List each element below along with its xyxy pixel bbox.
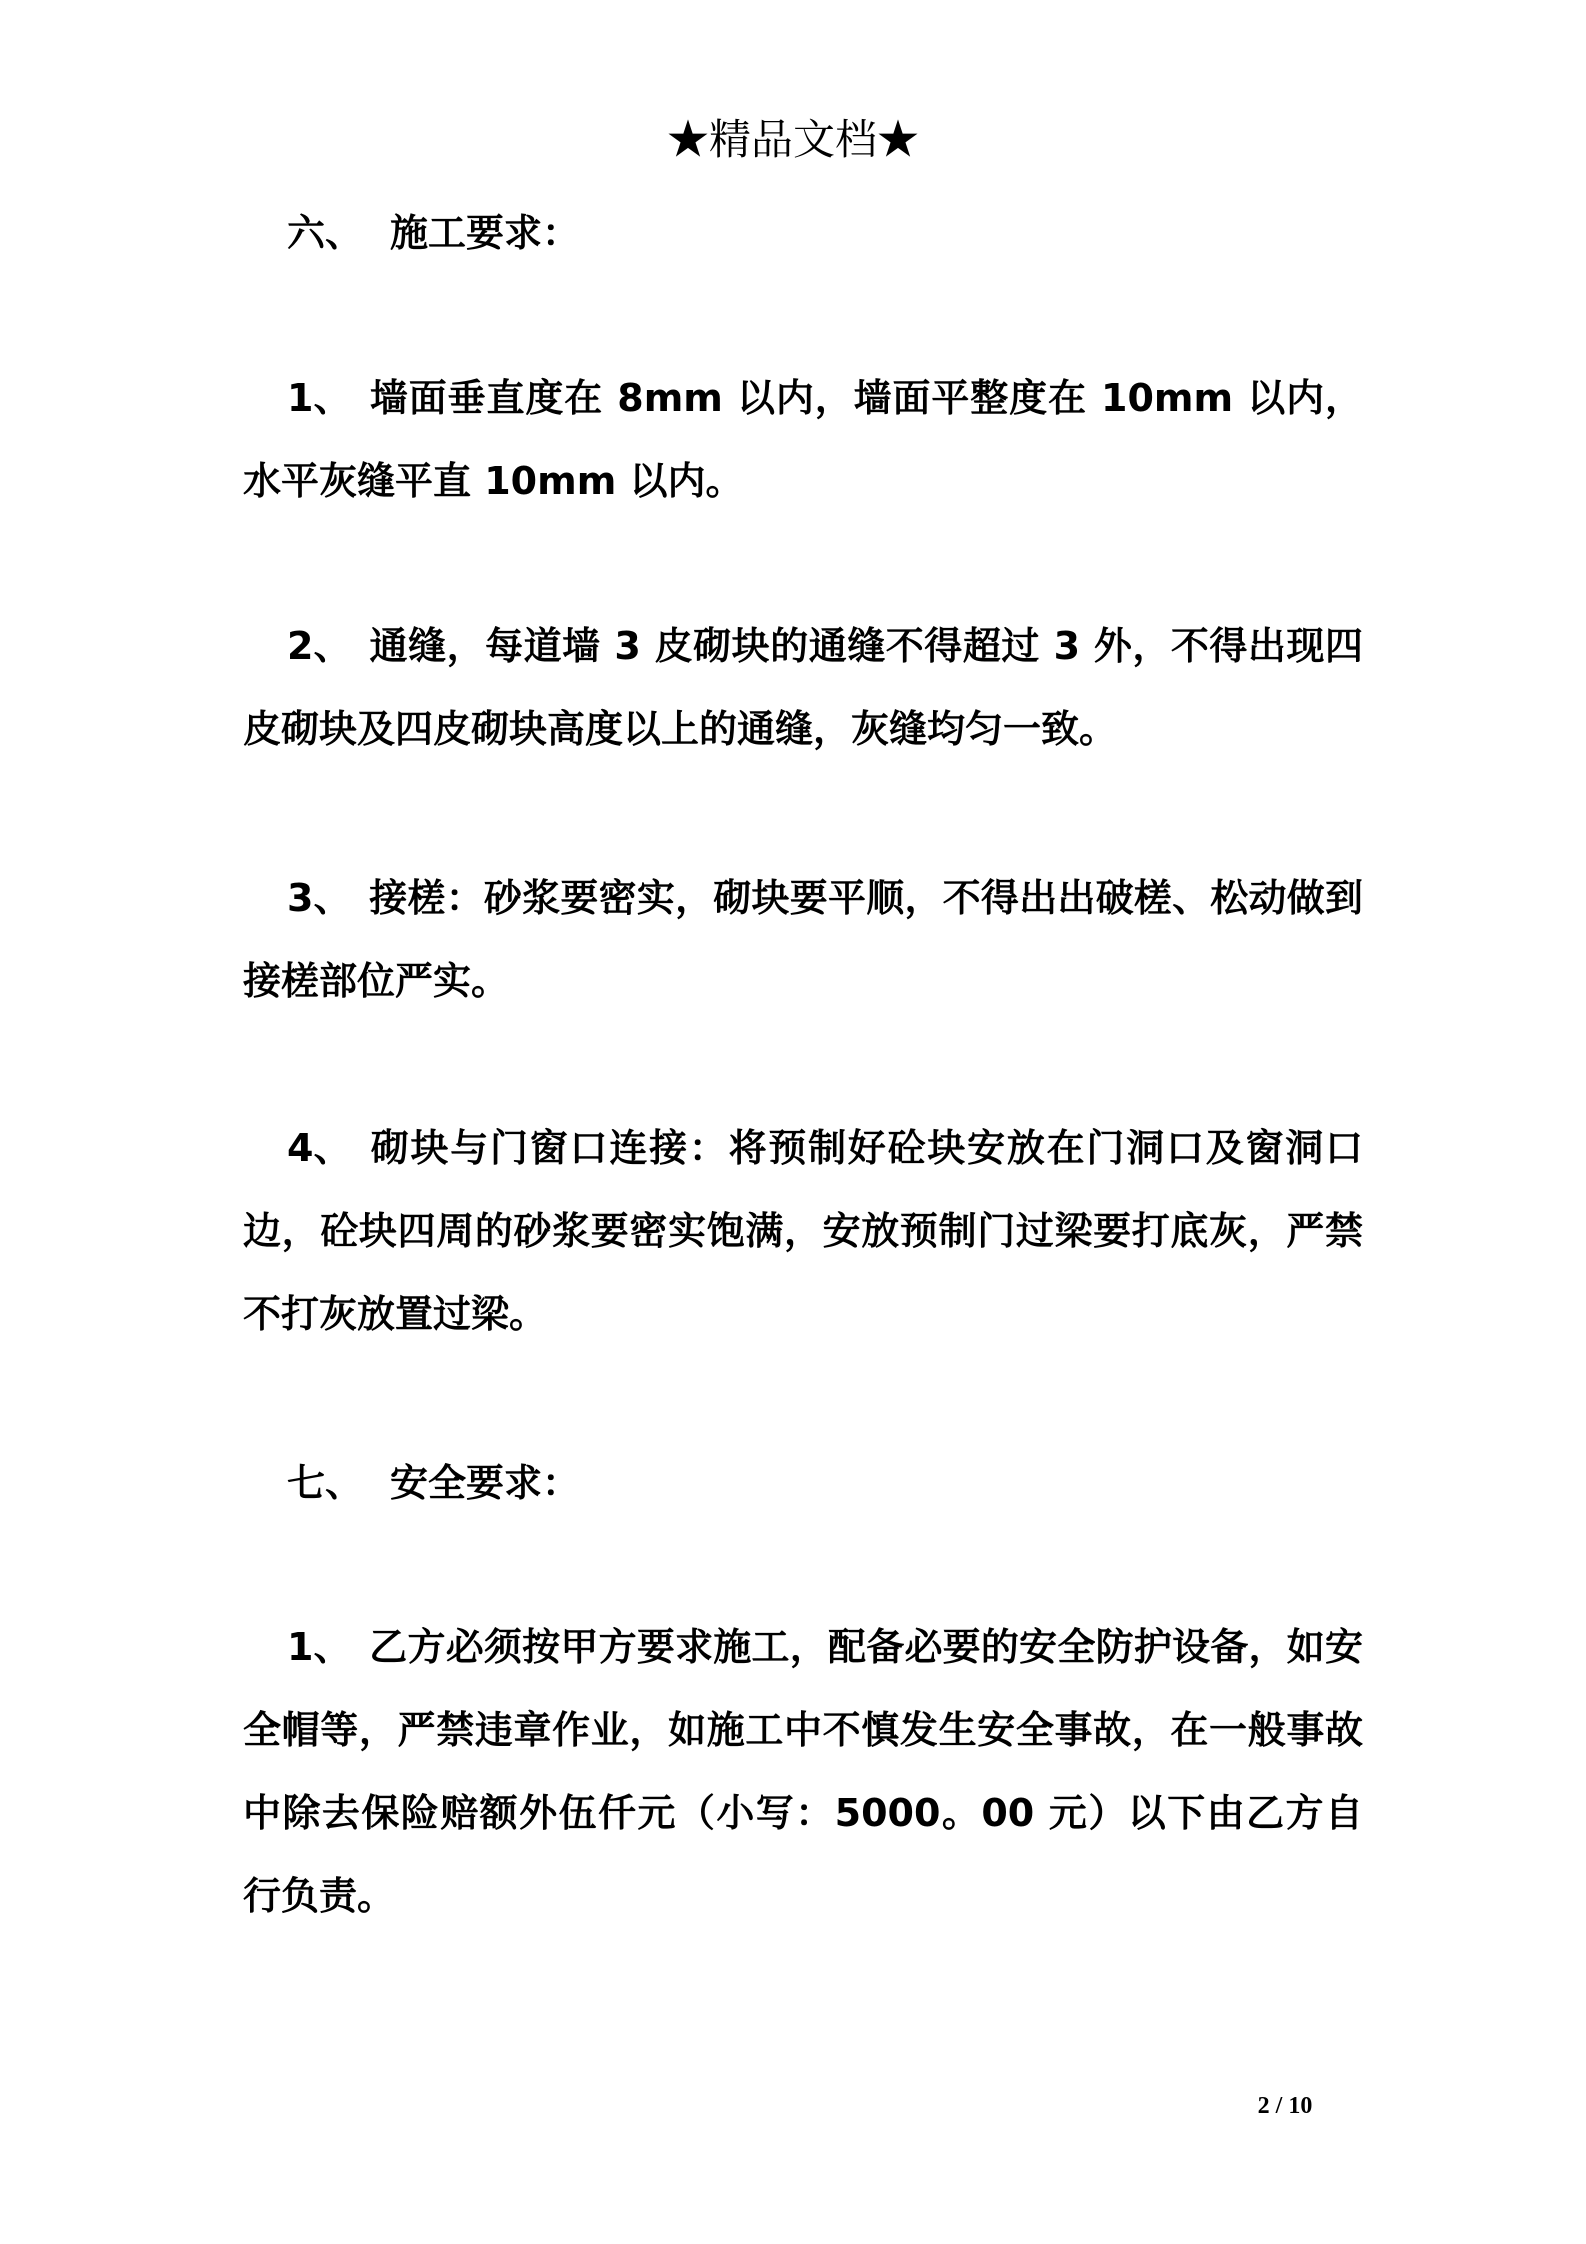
item-number: 1、	[287, 1625, 352, 1669]
item-text: 接槎：砂浆要密实，砌块要平顺，不得出出破槎、松动做到接槎部位严实。	[243, 876, 1363, 1003]
page-header-title: ★精品文档★	[666, 115, 919, 164]
safety-item-1	[243, 1606, 1363, 1938]
construction-item-2	[243, 605, 1363, 771]
construction-item-3	[243, 857, 1363, 1023]
item-number: 3、	[287, 876, 352, 920]
construction-item-1	[243, 357, 1363, 523]
item-text: 乙方必须按甲方要求施工，配备必要的安全防护设备，如安全帽等，严禁违章作业，如施工中不慎发生安全事故，在一般事故中除去保险赔额外伍仟元（小写：5000。00 元）以下由乙方自行负责。	[243, 1625, 1363, 1918]
item-number: 1、	[287, 376, 352, 420]
section-title: 施工要求：	[390, 211, 581, 255]
item-text: 墙面垂直度在 8mm 以内，墙面平整度在 10mm 以内，水平灰缝平直 10mm 以内。	[243, 376, 1363, 503]
construction-item-4	[243, 1107, 1363, 1356]
section-number: 七、	[287, 1461, 364, 1505]
item-text: 砌块与门窗口连接：将预制好砼块安放在门洞口及窗洞口边，砼块四周的砂浆要密实饱满，安放预制门过梁要打底灰，严禁不打灰放置过梁。	[243, 1126, 1363, 1336]
item-number: 2、	[287, 624, 352, 668]
section-heading-construction	[287, 205, 580, 261]
item-text: 通缝，每道墙 3 皮砌块的通缝不得超过 3 外，不得出现四皮砌块及四皮砌块高度以上的通缝，灰缝均匀一致。	[243, 624, 1363, 751]
section-number: 六、	[287, 211, 364, 255]
item-number: 4、	[287, 1126, 352, 1170]
section-title: 安全要求：	[390, 1461, 581, 1505]
page-number: 2 / 10	[1257, 2093, 1313, 2119]
section-heading-safety	[287, 1455, 580, 1511]
